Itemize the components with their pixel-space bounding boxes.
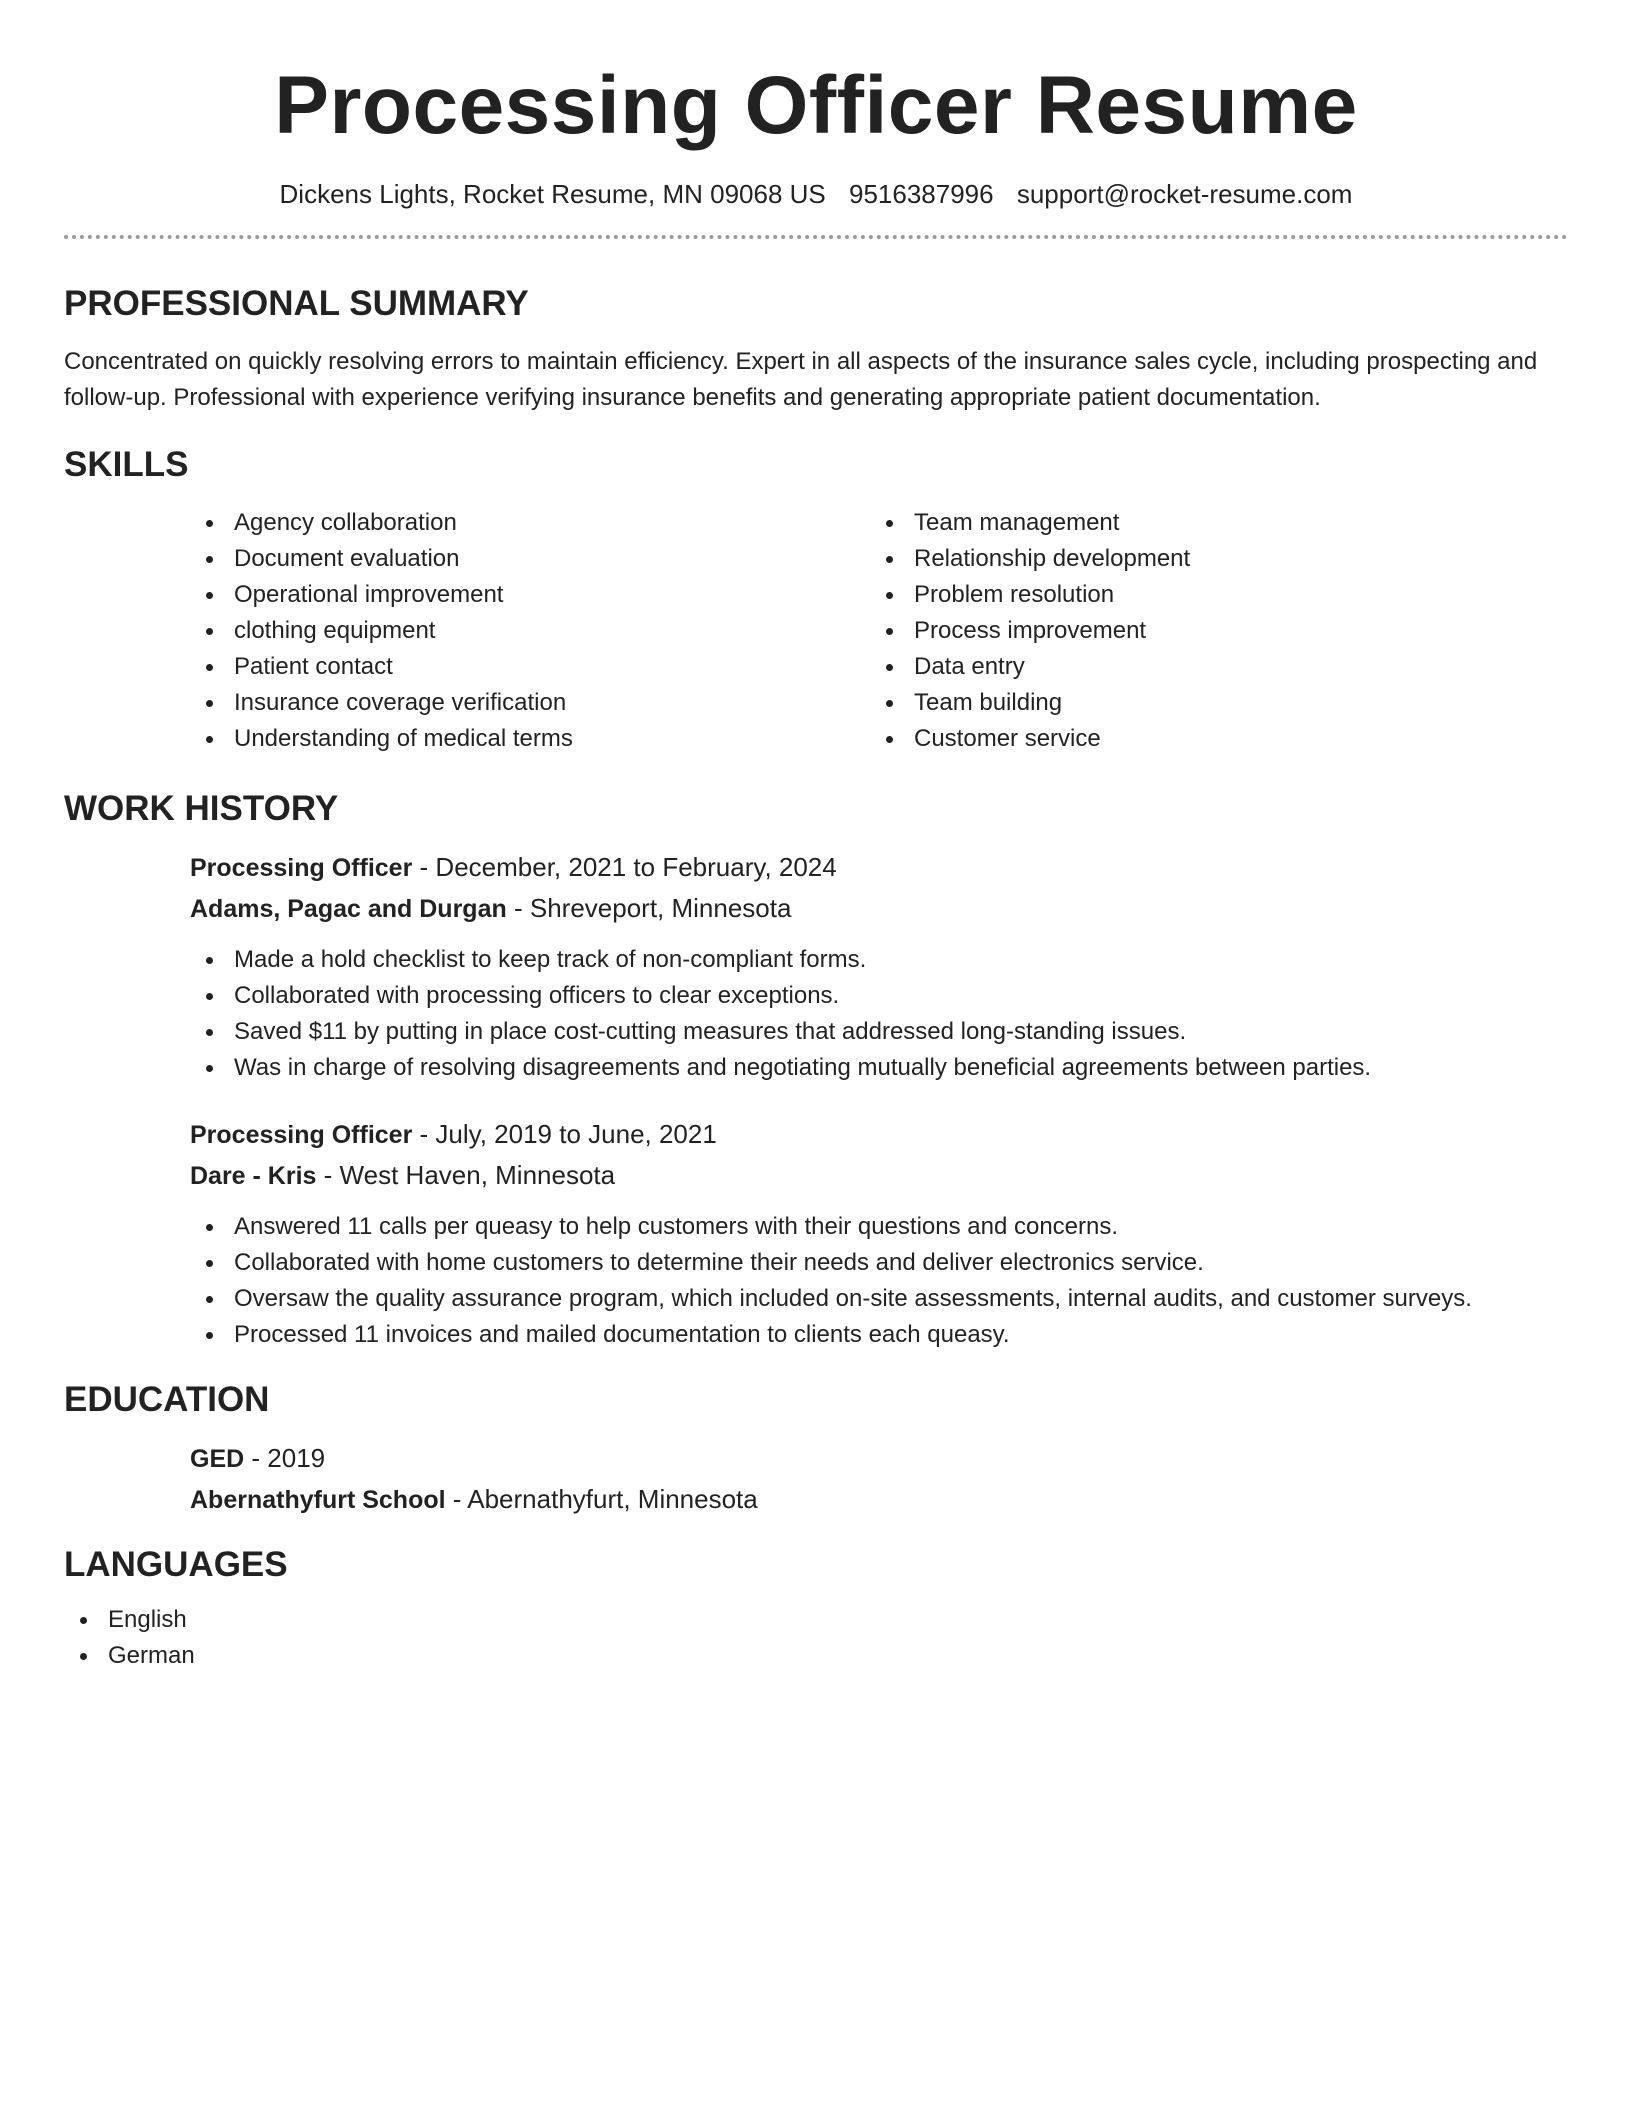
resume-title: Processing Officer Resume <box>274 60 1358 151</box>
skill-item: Patient contact <box>190 649 870 685</box>
job-duty: Was in charge of resolving disagreements and negotiating mutually beneficial agreements between parties. <box>190 1050 1568 1086</box>
education-year: - 2019 <box>244 1443 326 1473</box>
summary-text: Concentrated on quickly resolving errors to maintain efficiency. Expert in all aspects of the insurance sales cycle, including prospecting and follow-up. Professional with experience verifying insurance benefits and generating appropriate patient documentation. <box>64 348 1538 411</box>
skill-item: Data entry <box>870 649 1550 685</box>
job-entry <box>190 1114 1568 1353</box>
contact-email: support@rocket-resume.com <box>1016 179 1353 209</box>
contact-phone: 9516387996 <box>849 179 994 209</box>
skill-item: Process improvement <box>870 613 1550 649</box>
job-company: Adams, Pagac and Durgan <box>190 895 507 923</box>
job-title: Processing Officer <box>190 1121 413 1149</box>
job-company-line <box>190 888 1568 929</box>
job-duty: Processed 11 invoices and mailed documentation to clients each queasy. <box>190 1317 1568 1353</box>
job-entry <box>190 847 1568 1086</box>
job-company: Dare - Kris <box>190 1162 317 1190</box>
education-location: - Abernathyfurt, Minnesota <box>445 1484 758 1514</box>
job-dates: - July, 2019 to June, 2021 <box>412 1119 717 1149</box>
skill-item: Team management <box>870 505 1550 541</box>
contact-address: Dickens Lights, Rocket Resume, MN 09068 US <box>279 179 826 209</box>
job-duty: Answered 11 calls per queasy to help customers with their questions and concerns. <box>190 1209 1568 1245</box>
work-heading: WORK HISTORY <box>64 789 339 828</box>
skill-item: Insurance coverage verification <box>190 685 870 721</box>
skill-item: Customer service <box>870 721 1550 757</box>
skills-heading: SKILLS <box>64 445 189 484</box>
education-school-line <box>190 1479 1568 1520</box>
skill-item: Understanding of medical terms <box>190 721 870 757</box>
skill-item: Agency collaboration <box>190 505 870 541</box>
skill-item: Relationship development <box>870 541 1550 577</box>
summary-heading: PROFESSIONAL SUMMARY <box>64 284 529 323</box>
job-duty: Saved $11 by putting in place cost-cutting measures that addressed long-standing issues. <box>190 1014 1568 1050</box>
job-duties <box>190 1209 1568 1353</box>
job-title-line <box>190 847 1568 888</box>
header-divider <box>64 235 1568 239</box>
job-title-line <box>190 1114 1568 1155</box>
language-item: English <box>64 1602 1568 1638</box>
job-duties <box>190 942 1568 1086</box>
education-entry <box>190 1438 1568 1520</box>
education-school: Abernathyfurt School <box>190 1486 446 1514</box>
job-duty: Made a hold checklist to keep track of non-compliant forms. <box>190 942 1568 978</box>
skill-item: Operational improvement <box>190 577 870 613</box>
job-location: - West Haven, Minnesota <box>316 1160 616 1190</box>
language-item: German <box>64 1638 1568 1674</box>
skills-list <box>190 505 1568 757</box>
languages-list <box>64 1602 1568 1674</box>
education-heading: EDUCATION <box>64 1380 270 1419</box>
education-degree: GED <box>190 1445 245 1473</box>
skill-item: Document evaluation <box>190 541 870 577</box>
job-duty: Collaborated with processing officers to clear exceptions. <box>190 978 1568 1014</box>
contact-line <box>64 178 1568 210</box>
skill-item: clothing equipment <box>190 613 870 649</box>
languages-heading: LANGUAGES <box>64 1545 288 1584</box>
education-degree-line <box>190 1438 1568 1479</box>
skill-item: Team building <box>870 685 1550 721</box>
job-duty: Oversaw the quality assurance program, which included on-site assessments, internal audits, and customer surveys. <box>190 1281 1568 1317</box>
job-duty: Collaborated with home customers to determine their needs and deliver electronics service. <box>190 1245 1568 1281</box>
skill-item: Problem resolution <box>870 577 1550 613</box>
job-dates: - December, 2021 to February, 2024 <box>412 852 837 882</box>
job-company-line <box>190 1155 1568 1196</box>
job-location: - Shreveport, Minnesota <box>506 893 792 923</box>
skills-column-left <box>190 505 870 757</box>
skills-column-right <box>870 505 1550 757</box>
job-title: Processing Officer <box>190 854 413 882</box>
resume-page <box>64 0 1568 1674</box>
